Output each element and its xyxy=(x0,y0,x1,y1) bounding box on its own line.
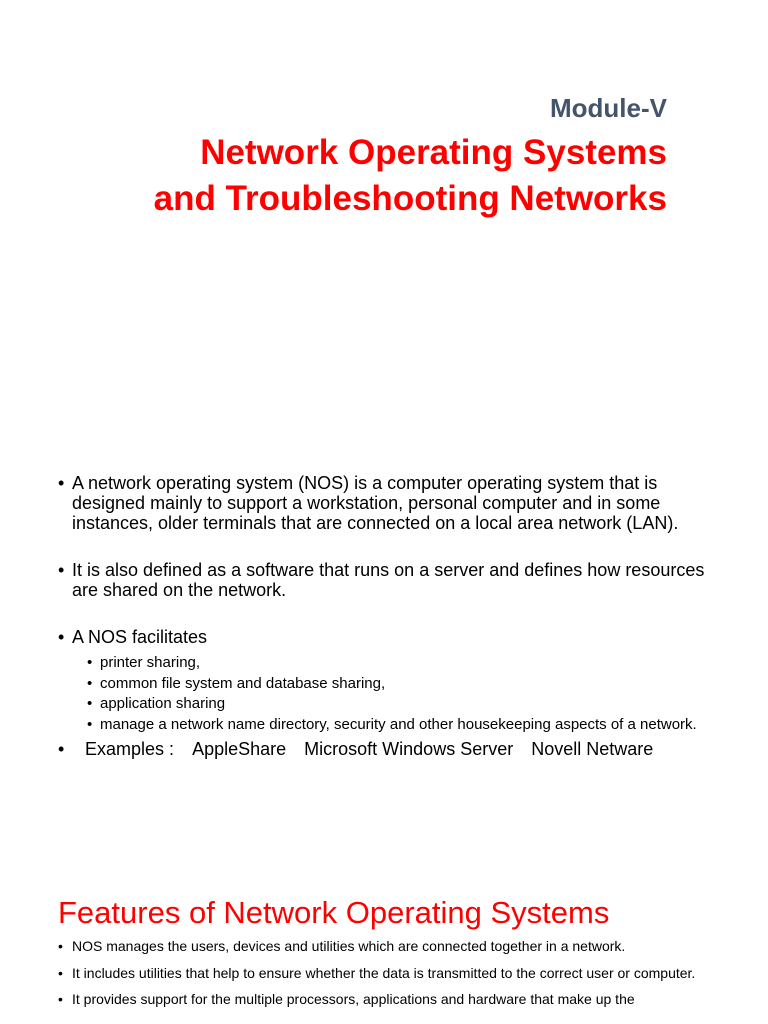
bullet-text: It is also defined as a software that runs on a server and defines how resources are shared on the network. xyxy=(72,560,705,600)
bullet-nos-facilitates xyxy=(58,627,718,647)
title-line-2: and Troubleshooting Networks xyxy=(153,179,667,218)
sub-list-item xyxy=(87,676,718,693)
feature-text: It provides support for the multiple processors, applications and hardware that make up the xyxy=(72,991,635,1007)
bullet-software-definition xyxy=(58,560,718,600)
bullet-text: A network operating system (NOS) is a computer operating system that is designed mainly to support a workstation, personal computer and in some instances, older terminals that are connected on a local area network (LAN). xyxy=(72,473,679,533)
facilitates-sub-list xyxy=(87,655,718,733)
slide2-content xyxy=(58,939,698,1019)
feature-text: NOS manages the users, devices and utilities which are connected together in a network. xyxy=(72,938,626,954)
bullet-dot-icon: • xyxy=(87,695,93,712)
module-label: Module-V xyxy=(550,93,667,123)
slide1-content xyxy=(58,473,718,759)
bullet-dot-icon: • xyxy=(58,627,65,647)
example-item: Microsoft Windows Server xyxy=(304,739,514,759)
bullet-dot-icon: • xyxy=(58,739,65,759)
examples-label: Examples : xyxy=(85,739,175,759)
bullet-dot-icon: • xyxy=(58,938,63,954)
bullet-text: A NOS facilitates xyxy=(72,627,208,647)
bullet-dot-icon: • xyxy=(58,560,65,580)
feature-bullet xyxy=(58,966,698,982)
feature-bullet xyxy=(58,939,698,955)
bullet-dot-icon: • xyxy=(87,674,93,692)
bullet-dot-icon: • xyxy=(87,715,93,733)
bullet-dot-icon: • xyxy=(58,473,65,493)
sub-item-text: common file system and database sharing, xyxy=(100,674,386,692)
sub-item-text: manage a network name directory, security and other housekeeping aspects of a network. xyxy=(100,715,697,733)
example-item: AppleShare xyxy=(192,739,287,759)
sub-list-item xyxy=(87,655,718,672)
sub-item-text: printer sharing, xyxy=(100,654,201,671)
feature-text: It includes utilities that help to ensure whether the data is transmitted to the correct user or computer. xyxy=(72,964,696,981)
feature-bullet xyxy=(58,992,698,1008)
example-item: Novell Netware xyxy=(531,739,654,759)
title-line-1: Network Operating Systems xyxy=(200,133,667,172)
bullet-dot-icon: • xyxy=(87,654,93,671)
bullet-examples xyxy=(58,739,718,759)
sub-list-item xyxy=(87,696,718,713)
sub-item-text: application sharing xyxy=(100,695,226,712)
features-heading: Features of Network Operating Systems xyxy=(58,895,610,930)
slide-title-block xyxy=(100,86,667,222)
bullet-nos-definition xyxy=(58,473,718,533)
bullet-dot-icon: • xyxy=(58,964,63,981)
sub-list-item xyxy=(87,717,718,734)
bullet-dot-icon: • xyxy=(58,991,63,1007)
